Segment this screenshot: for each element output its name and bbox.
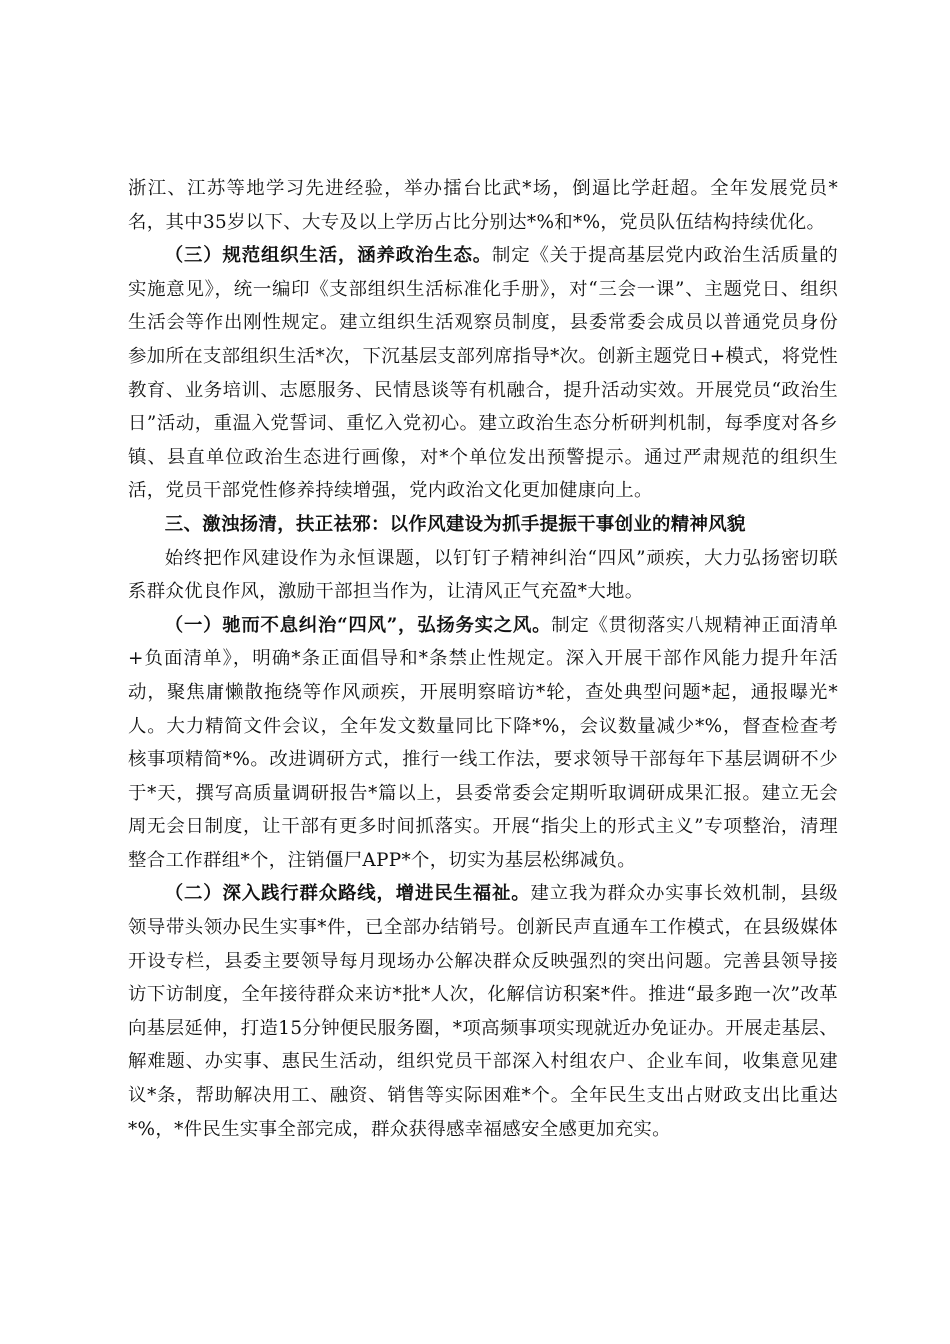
subheading-mass-line: （二）深入践行群众路线，增进民生福祉。 bbox=[164, 883, 531, 905]
paragraph-four-winds-text: 制定《贯彻落实八规精神正面清单+负面清单》，明确*条正面倡导和*条禁止性规定。深入开展干部作风能力提升年活动，聚焦庸懒散拖绕等作风顽疾，开展明察暗访*轮，查处典型问题*起，通报曝光*人。大力精简文件会议，全年发文数量同比下降*%，会议数量减少*%，督查检查考核事项精简*%。改进调研方式，推行一线工作法，要求领导干部每年下基层调研不少于*天，撰写高质量调研报告*篇以上，县委常委会定期听取调研成果汇报。建立无会周无会日制度，让干部有更多时间抓落实。开展“指尖上的形式主义”专项整治，清理整合工作群组*个，注销僵尸APP*个，切实为基层松绑减负。 bbox=[128, 614, 838, 871]
document-body bbox=[128, 172, 838, 1146]
paragraph-continued: 浙江、江苏等地学习先进经验，举办擂台比武*场，倒逼比学赶超。全年发展党员*名，其中35岁以下、大专及以上学历占比分别达*%和*%，党员队伍结构持续优化。 bbox=[128, 178, 838, 233]
paragraph-organization-life-text: 制定《关于提高基层党内政治生活质量的实施意见》，统一编印《支部组织生活标准化手册》，对“三会一课”、主题党日、组织生活会等作出刚性规定。建立组织生活观察员制度，县委常委会成员以普通党员身份参加所在支部组织生活*次，下沉基层支部列席指导*次。创新主题党日+模式，将党性教育、业务培训、志愿服务、民情恳谈等有机融合，提升活动实效。开展党员“政治生日”活动，重温入党誓词、重忆入党初心。建立政治生态分析研判机制，每季度对各乡镇、县直单位政治生态进行画像，对*个单位发出预警提示。通过严肃规范的组织生活，党员干部党性修养持续增强，党内政治文化更加健康向上。 bbox=[128, 245, 838, 502]
paragraph-mass-line-text: 建立我为群众办实事长效机制，县级领导带头领办民生实事*件，已全部办结销号。创新民声直通车工作模式，在县级媒体开设专栏，县委主要领导每月现场办公解决群众反映强烈的突出问题。完善县领导接访下访制度，全年接待群众来访*批*人次，化解信访积案*件。推进“最多跑一次”改革向基层延伸，打造15分钟便民服务圈，*项高频事项实现就近办免证办。开展走基层、解难题、办实事、惠民生活动，组织党员干部深入村组农户、企业车间，收集意见建议*条，帮助解决用工、融资、销售等实际困难*个。全年民生支出占财政支出比重达*%，*件民生实事全部完成，群众获得感幸福感安全感更加充实。 bbox=[128, 883, 838, 1140]
paragraph-four-winds bbox=[128, 609, 838, 878]
paragraph-mass-line bbox=[128, 877, 838, 1146]
section-heading-three: 三、激浊扬清，扶正祛邪：以作风建设为抓手提振干事创业的精神风貌 bbox=[164, 513, 746, 535]
paragraph-organization-life bbox=[128, 239, 838, 508]
paragraph-section-intro: 始终把作风建设作为永恒课题，以钉钉子精神纠治“四风”顽疾，大力弘扬密切联系群众优良作风，激励干部担当作为，让清风正气充盈*大地。 bbox=[128, 547, 838, 603]
subheading-organization-life: （三）规范组织生活，涵养政治生态。 bbox=[164, 245, 493, 267]
subheading-four-winds: （一）驰而不息纠治“四风”，弘扬务实之风。 bbox=[164, 614, 552, 636]
